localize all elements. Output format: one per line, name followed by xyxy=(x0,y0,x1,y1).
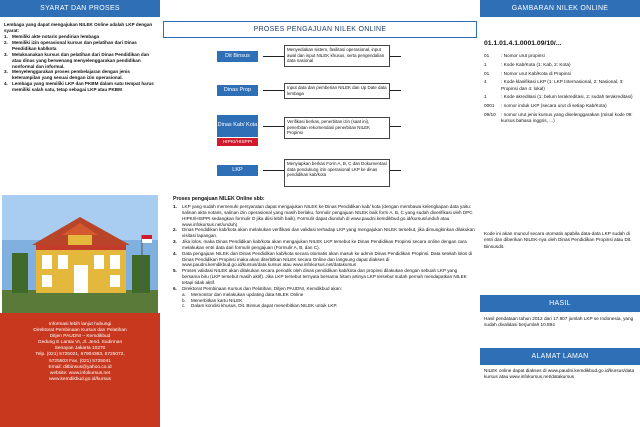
flow-box-lkp: LKP xyxy=(217,165,258,176)
list-item: 09/10 : nomor urut jenis kursus yang diselenggarakan (misal kode 09: kursus bahasa inggris, ...) xyxy=(484,111,633,124)
list-item: 1 : Kode Kab/Kota (1: Kab, 2: Kota) xyxy=(484,61,571,67)
building-photo xyxy=(2,195,158,313)
list-item: 3. Melaksanakan kursus dan pelatihan dari Dinas Pendidikan dan atau dinas yang berwenang menyelenggarakan pendidikan nonformal dan informal. xyxy=(4,51,150,69)
contact-line: Gedung E Lantai VI, Jl. Jend. Sudirman xyxy=(37,340,123,346)
flow-desc-lkp: Menyiapkan berkas Form A, B, C dan Dokumentasi data pendukung izin operasional LKP ke dinas pendidikan kab/kota xyxy=(284,159,390,187)
list-item: 4. Data pengajuan NILEK dari Dinas Pendidikan kab/kota secara otomatis akan masuk ke admin Dinas Pendidikan Propinsi. Data setelah lolos di Dinas Pendidikan Propinsi maka akan diterbitkan NILEK secara Online dan langsung dapat diakses di www.paudni.kemdikbud.go.id/kursus/data kursus atau www.infokursus.net/datakursus xyxy=(173,250,473,268)
sub-item: b. Menerbitkan kartu NILEK xyxy=(182,297,243,303)
contact-info-box xyxy=(0,313,160,427)
hipki-hisppi-badge: HIPKI/HISPPI xyxy=(217,138,258,146)
building-illustration xyxy=(2,195,158,313)
step-text: Direktorat Pembinaan Kursus dan Pelatihan, Ditjen PAUDNI, Kemdikbud akan: xyxy=(182,285,343,291)
flow-desc-dinas-prop: Input data dan pemberian NILEK dan Up Date data lembaga xyxy=(284,83,390,99)
list-item: 3. Menyelenggarakan proses pembelajaran dengan jenis keterampilan yang sesuai dengan izin operasional. xyxy=(4,69,130,81)
contact-line: www.kemdikbud.go.id/kursus xyxy=(49,376,111,382)
list-item: 2. Dinas Pendidikan kab/kota akan melakukan verifikasi dan validasi terhadap LKP yang mengajukan NILEK tersebut, jika dimungkinkan dilakukan visitasi lapangan. xyxy=(173,227,475,239)
process-title: Proses pengajuan NILEK Online sbb: xyxy=(173,196,265,202)
list-item: 6. Direktorat Pembinaan Kursus dan Pelatihan, Ditjen PAUDNI, Kemdikbud akan: a. Memonitor dan melakukan updating data NILEK Online b. Menerbitkan kartu NILEK c. Dalam kondisi khusus, Dit. Binsus dapat menerbitkan NILEK untuk LKP. xyxy=(173,285,343,309)
list-item: 01 : Nomor urut Kab/Kota di Propinsi xyxy=(484,70,571,76)
flow-desc-dit-binsus: Menyediakan sistem, fasilitasi operasional, input awal dan input NILEK khusus, serta pengendalian data nasional xyxy=(284,45,390,67)
code-note: Kode ini akan muncul secara otomatis apabila data-data LKP sudah di entri dan diberikan NILEK-nya oleh Dinas Pendidikan Propinsi atau Dit. Binsusdit. xyxy=(484,231,632,249)
left-panel xyxy=(0,0,160,427)
process-header: PROSES PENGAJUAN NILEK ONLINE xyxy=(163,21,477,38)
list-item: 1 : Kode akreditasi (1: belum terakreditasi, 2: sudah terakreditasi) xyxy=(484,94,633,100)
list-item: 2. Memiliki izin operasional kursus dan pelatihan dari Dinas Pendidikan kab/kota xyxy=(4,39,137,51)
contact-line: Direktorat Pembinaan Kursus dan Pelatihan xyxy=(33,328,127,334)
list-item: 01 : Nomor urut propinsi xyxy=(484,53,545,58)
results-text: Hasil pendataan tahun 2012 dari 17.807 jumlah LKP se Indonesia, yang sudah divalidasi berjumlah 10.894 xyxy=(484,316,634,328)
requirements-header: SYARAT DAN PROSES xyxy=(0,0,160,17)
list-item: 5. Proses validasi NILEK akan dilakukan secara periodik oleh dinas pendidikan kab/kota dan propinsi dilakukan dengan sebuah LKP yang bersama biru (LKP tersebut masih aktif). Jika LKP tersebut ternyata bersama hitam artinya LKP tersebut sudah pernah mendapatkan NILEK tetapi tidak aktif. xyxy=(173,268,467,285)
flow-box-dinas-prop: Dinas Prop xyxy=(217,85,258,96)
list-item: 3. Jika lolos, maka Dinas Pendidikan kab/kota akan mengajukan NILEK LKP tersebut ke Dinas Pendidikan Propinsi secara online dengan cara melakukan entri data dari formulir pengajuan (Formulir A, B, dan C). xyxy=(173,239,467,250)
contact-line: website: www.infokursus.net xyxy=(49,370,111,376)
nilek-code-example: 01.1.01.4.1.0001.09/10/... xyxy=(484,40,562,47)
contact-line: Informasi lebih lanjut hubungi xyxy=(48,322,112,327)
results-header: HASIL xyxy=(480,295,640,312)
requirements-list xyxy=(4,34,156,93)
list-item: 4 : Kode klasifikasi LKP (1: LKP Internasional, 2: Nasional, 3: Propinsi dan 4: lokal) xyxy=(484,79,624,91)
website-text: NILEK online dapat diakses di www.paudni.kemdikbud.go.id/kursus/data kursus atau www.infokursus.net/datakursus xyxy=(484,368,635,380)
contact-line: Email: ditbinsus@yahoo.co.id xyxy=(48,364,112,370)
sub-item: c. Dalam kondisi khusus, Dit. Binsus dapat menerbitkan NILEK untuk LKP. xyxy=(182,303,338,309)
list-item: 0001 : nomor induk LKP (secara urut di setiap Kab/Kota) xyxy=(484,103,607,109)
website-header: ALAMAT LAMAN xyxy=(480,348,640,365)
nilek-overview-header: GAMBARAN NILEK ONLINE xyxy=(480,0,640,17)
flow-desc-dinas-kab-kota: Verifikasi berkas, penerbitan izin (saat ini), penerbitan rekomendasi penerbitan NILEK Propinsi xyxy=(284,117,390,139)
contact-line: Telp. (021) 5725021, 57904363, 5725072, xyxy=(35,352,125,358)
nilek-code-legend xyxy=(484,53,636,127)
sub-item: a. Memonitor dan melakukan updating data NILEK Online xyxy=(182,291,304,297)
contact-line: Ditjen PAUDNI – Kemdikbud xyxy=(49,334,111,340)
process-steps xyxy=(173,204,475,309)
contact-line: 5725503 Fax. (021) 5725041 xyxy=(49,358,111,364)
list-item: 4. Lembaga yang memiliki LKP dan PKBM dalam satu tempat harus memiliki salah satu, tetap sebagai LKP atau PKBM xyxy=(4,81,154,93)
middle-panel xyxy=(163,0,477,427)
contact-line: Senayan Jakarta 10270 xyxy=(54,346,106,352)
flow-box-dit-binsus: Dit Binsus xyxy=(217,51,258,62)
list-item: 1. LKP yang sudah memenuhi persyaratan dapat mengajukan NILEK ke Dinas Pendidikan kab/ kota (dengan membawa kelengkapan data yaitu: salinan akta notaris, salinan izin operasional yang masih berlaku, formulir pengajuan NILEK baik form A, B, C yang sudah diverifikasi oleh DPC HIPKI/HISPPI sedangkan formulir D jika diisi lebih baik). Formulir dapat diunduh di www.paudni.kemdikbud.go.id/kursus/unduh atau www.infokursus.net/unduh) xyxy=(173,204,473,227)
flow-box-dinas-kab-kota: Dinas Kab/ Kota xyxy=(217,115,258,137)
right-panel xyxy=(480,0,640,427)
list-item: 1. Memiliki akte notaris pendirian lembaga xyxy=(4,34,100,39)
requirements-intro: Lembaga yang dapat mengajukan NILEK Online adalah LKP dengan syarat: xyxy=(4,22,153,33)
process-flow-diagram xyxy=(163,45,477,195)
